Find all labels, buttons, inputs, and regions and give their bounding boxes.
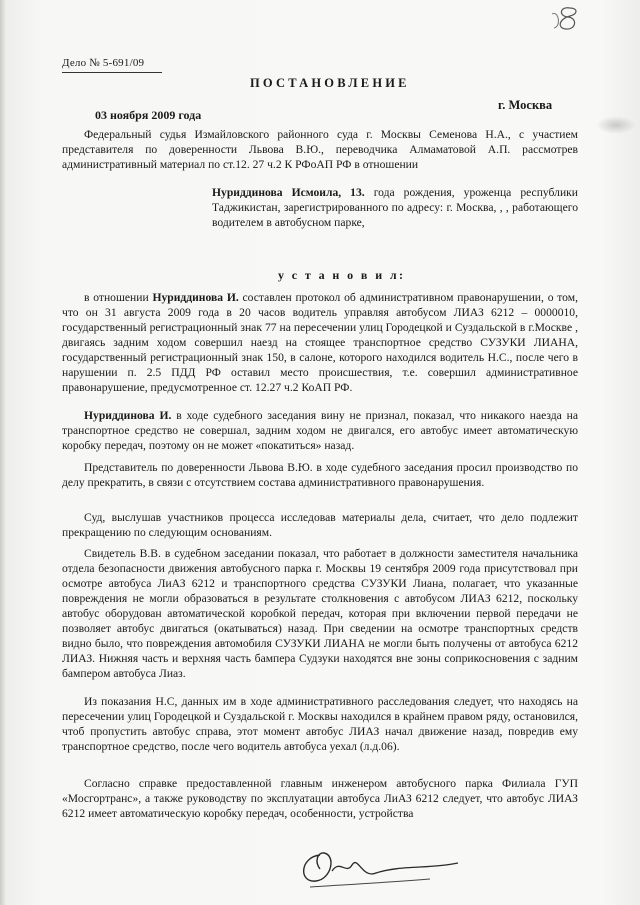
scan-stain	[596, 116, 636, 134]
document-title: ПОСТАНОВЛЕНИЕ	[250, 76, 410, 90]
document-date: 03 ноября 2009 года	[95, 108, 202, 122]
document-city: г. Москва	[498, 98, 553, 112]
paragraph-representative: Представитель по доверенности Львова В.Ю. в ходе судебного заседания просил производство по делу прекратить, в связи с отсутствием состава административного правонарушения.	[62, 461, 578, 489]
paragraph-court-conclusion: Суд, выслушав участников процесса исследовав материалы дела, считает, что дело подлежит прекращению по следующим основаниям.	[62, 511, 578, 539]
case-number-underline	[62, 72, 162, 73]
defendant-details: года рождения, уроженца республики Таджикистан, зарегистрированного по адресу: г. Москва, , , работающего водителем в автобусном парке,	[212, 186, 578, 229]
paragraph-victim-testimony: Из показания Н.С, данных им в ходе административного расследования следует, что находясь на пересечении улиц Городецкой и Суздальской г. Москвы находился в крайнем правом ряду, остановился, чтоб пропустить автобус справа, этот момент автобус ЛИАЗ начал движение назад, повредив ему транспортное средство, после чего водитель автобуса уехал (л.д.06).	[62, 695, 578, 753]
defendant-name-ref: Нуриддинова И.	[84, 409, 172, 422]
intro-paragraph: Федеральный судья Измайловского районного суда г. Москвы Семенова Н.А., с участием представителя по доверенности Львова В.Ю., переводчика Алмаматовой А.П. рассмотрев административный материал по ст.12. 27 ч.2 К РФоАП РФ в отношении	[62, 128, 578, 171]
paragraph-text: в ходе судебного заседания вину не признал, показал, что никакого наезда на транспортное средство не совершал, задним ходом не двигался, его автобус имеет автоматическую коробку передач, поэтому он не может «покатиться» назад.	[62, 409, 578, 452]
scan-edge-shadow	[0, 0, 6, 905]
handwritten-page-number	[548, 4, 588, 32]
ustanovil-heading: у с т а н о в и л:	[278, 268, 406, 282]
case-number: Дело № 5-691/09	[62, 57, 145, 69]
defendant-name-ref: Нуриддинова И.	[152, 291, 239, 304]
defendant-block	[212, 185, 578, 230]
defendant-name: Нуриддинова Исмоила, 13.	[212, 186, 365, 199]
paragraph-protocol	[62, 290, 578, 395]
paragraph-engineer-certificate: Согласно справке предоставленной главным инженером автобусного парка Филиала ГУП «Мосгортранс», а также руководству по эксплуатации автобуса ЛиАЗ 6212 следует, что автобус ЛИАЗ 6212 имеет автоматическую коробку передач, особенности, устройства	[62, 777, 578, 820]
judge-signature	[280, 835, 480, 895]
paragraph-defendant-testimony	[62, 408, 578, 453]
paragraph-lead: в отношении	[84, 291, 153, 304]
paragraph-witness: Свидетель В.В. в судебном заседании показал, что работает в должности заместителя начальника отдела безопасности движения автобусного парка г. Москвы 19 сентября 2009 года присутствовал при осмотре автобуса ЛиАЗ 6212 и транспортного средства СУЗУКИ Лиана, полагает, что указанные повреждения не могли образоваться в результате столкновения с автобусом ЛИАЗ 6212, поскольку автобус оборудован автоматической коробкой передач, которая при включении первой передачи не позволяет автобус двигаться (окатываться) назад. При сведении на осмотре транспортных средств видно было, что повреждения автомобиля СУЗУКИ ЛИАНА не могли быть получены от автобуса 6212 ЛИАЗ. Нижняя часть и верхняя часть бампера Судзуки находятся вне зоны соприкосновения с задним бампером автобуса Лиаз.	[62, 547, 578, 680]
paragraph-text: составлен протокол об административном правонарушении, о том, что он 31 августа 2009 года в 20 часов водитель управляя автобусом ЛИАЗ 6212 – 0000010, государственный регистрационный знак 77 на пересечении улиц Городецкой и Суздальской в г.Москве , двигаясь задним ходом совершил наезд на стоящее транспортное средство СУЗУКИ ЛИАНА, государственный регистрационный знак 150, в салоне, которого находился водитель Н.С., после чего в нарушении п. 2.5 ПДД РФ оставил место происшествия, т.е. совершил административное правонарушение, предусмотренное ст. 12.27 ч.2 КоАП РФ.	[62, 291, 578, 394]
